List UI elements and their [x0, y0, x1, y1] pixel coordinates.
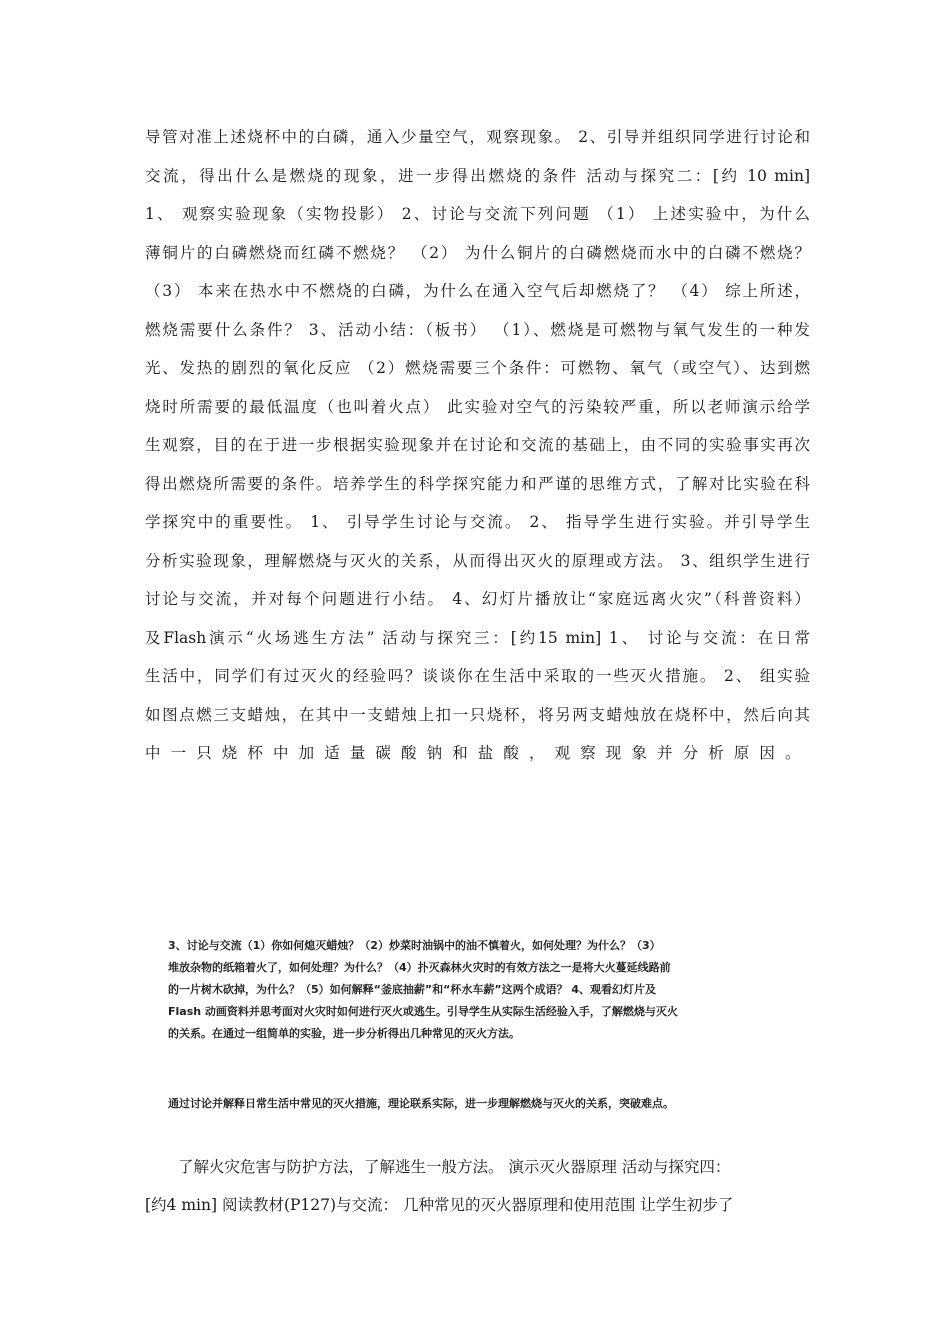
text-line: 薄铜片的白磷燃烧而红磷不燃烧？ （2） 为什么铜片的白磷燃烧而水中的白磷不燃烧？	[145, 243, 810, 262]
text-line: 中一只烧杯中加适量碳酸钠和盐酸，观察现象并分析原因。	[145, 744, 810, 762]
text-line: 分析实验现象，理解燃烧与灭火的关系，从而得出灭火的原理或方法。 3、组织学生进行	[145, 551, 810, 570]
text-line: 烧时所需要的最低温度（也叫着火点） 此实验对空气的污染较严重，所以老师演示给学	[145, 397, 810, 416]
text-line: 得出燃烧所需要的条件。培养学生的科学探究能力和严谨的思维方式，了解对比实验在科	[145, 474, 810, 493]
text-line: 学探究中的重要性。 1、 引导学生讨论与交流。 2、 指导学生进行实验。并引导学生	[145, 513, 810, 531]
inset-line: Flash 动画资料并思考面对火灾时如何进行灭火或逃生。引导学生从实际生活经验入手，了解燃烧与灭火	[168, 1005, 678, 1018]
text-line: 交流，得出什么是燃烧的现象，进一步得出燃烧的条件 活动与探究二：[约 10 min]	[145, 166, 810, 185]
text-line: 了解火灾危害与防护方法，了解逃生一般方法。 演示灭火器原理 活动与探究四：	[178, 1158, 731, 1176]
text-line: 1、 观察实验现象（实物投影） 2、讨论与交流下列问题 （1） 上述实验中，为什么	[145, 205, 810, 223]
text-line: （3） 本来在热水中不燃烧的白磷，为什么在通入空气后却燃烧了？ （4） 综上所述，	[145, 282, 810, 300]
embedded-text-image	[168, 935, 798, 1045]
embedded-note: 通过讨论并解释日常生活中常见的灭火措施，理论联系实际，进一步理解燃烧与灭火的关系，突破难点。	[168, 1097, 674, 1110]
text-line: [约4 min] 阅读教材(P127)与交流： 几种常见的灭火器原理和使用范围 让学生初步了	[145, 1196, 734, 1214]
text-line: 燃烧需要什么条件？ 3、活动小结：（板书） （1）、燃烧是可燃物与氧气发生的一种发	[145, 320, 810, 339]
text-line: 及Flash演示“火场逃生方法” 活动与探究三：[约15 min] 1、 讨论与交流：在日常	[145, 628, 810, 647]
text-line: 生活中，同学们有过灭火的经验吗？谈谈你在生活中采取的一些灭火措施。 2、 组实验	[145, 667, 810, 685]
text-line: 光、发热的剧烈的氧化反应 （2）燃烧需要三个条件：可燃物、氧气（或空气）、达到燃	[145, 359, 810, 377]
inset-line: 堆放杂物的纸箱着火了，如何处理？为什么？（4）扑灭森林火灾时的有效方法之一是将大火蔓延线路前	[168, 961, 671, 974]
inset-line: 3、讨论与交流（1）你如何熄灭蜡烛？（2）炒菜时油锅中的油不慎着火，如何处理？为什么？（3）	[168, 939, 661, 952]
main-paragraph	[145, 118, 810, 773]
text-line: 导管对准上述烧杯中的白磷，通入少量空气，观察现象。 2、引导并组织同学进行讨论和	[145, 128, 810, 146]
inset-line: 的关系。在通过一组简单的实验，进一步分析得出几种常见的灭火方法。	[168, 1027, 520, 1040]
bottom-paragraph	[145, 1148, 810, 1224]
text-line: 生观察，目的在于进一步根据实验现象并在讨论和交流的基础上，由不同的实验事实再次	[145, 436, 810, 454]
inset-line: 的一片树木砍掉，为什么？（5）如何解释“釜底抽薪”和“杯水车薪”这两个成语？ 4、观看幻灯片及	[168, 983, 657, 996]
text-line: 讨论与交流，并对每个问题进行小结。 4、幻灯片播放让“家庭远离火灾”（科普资料）	[145, 590, 810, 608]
text-line: 如图点燃三支蜡烛，在其中一支蜡烛上扣一只烧杯，将另两支蜡烛放在烧杯中，然后向其	[145, 705, 810, 724]
